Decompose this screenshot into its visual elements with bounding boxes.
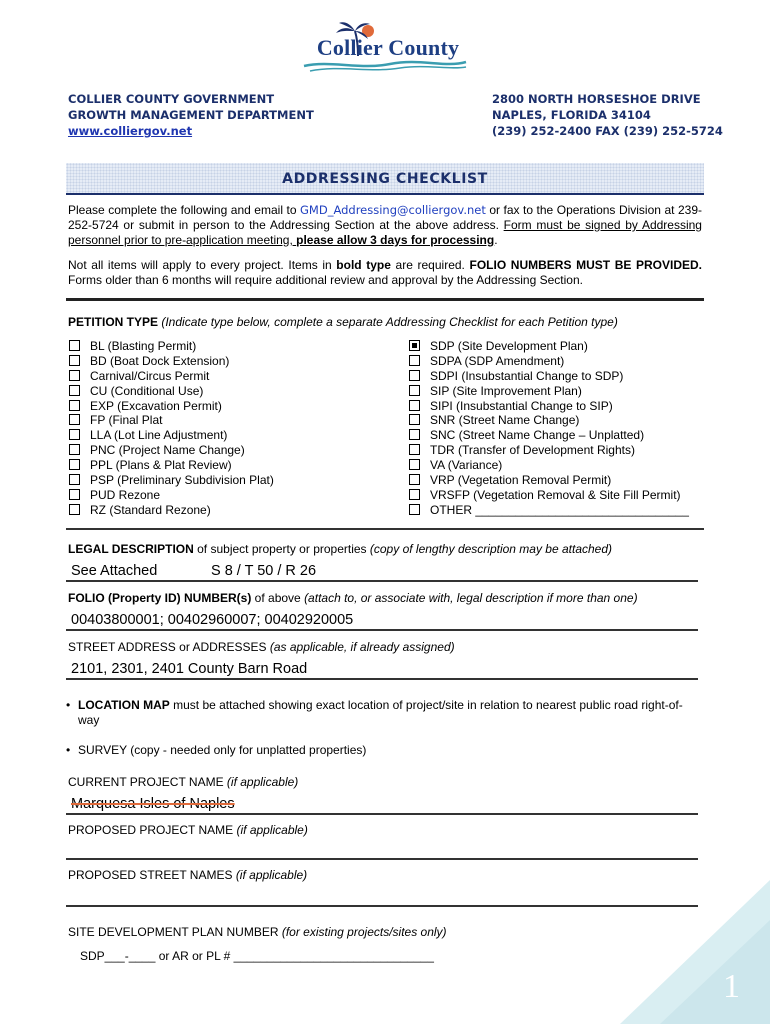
petition-option-label: SNR (Street Name Change) <box>430 413 580 428</box>
legal-description-text: of subject property or properties <box>193 542 370 556</box>
bold-type-note: bold type <box>336 258 391 272</box>
petition-checkbox[interactable] <box>409 429 420 440</box>
street-address-heading <box>68 640 708 655</box>
petition-checkbox[interactable] <box>69 340 80 351</box>
petition-option[interactable] <box>69 413 389 428</box>
petition-option-label: OTHER ________________________________ <box>430 502 689 517</box>
petition-option[interactable] <box>409 473 709 488</box>
petition-checkbox[interactable] <box>409 459 420 470</box>
requirements-paragraph <box>68 258 702 288</box>
proposed-project-heading <box>68 823 708 838</box>
petition-option-label: BD (Boat Dock Extension) <box>90 353 230 368</box>
intro-text: . <box>494 233 498 247</box>
legal-description-value[interactable]: See Attached <box>71 563 158 579</box>
petition-checkbox[interactable] <box>409 504 420 515</box>
petition-type-heading <box>68 315 708 330</box>
address-block <box>492 91 723 139</box>
divider <box>66 298 704 301</box>
folio-value[interactable]: 00403800001; 00402960007; 00402920005 <box>71 612 354 628</box>
petition-option[interactable] <box>409 488 709 503</box>
petition-option-label: EXP (Excavation Permit) <box>90 398 222 413</box>
location-map-text: must be attached showing exact location of project/site in relation to nearest public road right-of-way <box>78 698 683 727</box>
petition-checkbox[interactable] <box>69 400 80 411</box>
legal-description-label: LEGAL DESCRIPTION <box>68 542 194 556</box>
street-address-line <box>66 678 698 680</box>
petition-option[interactable] <box>69 339 389 354</box>
petition-option[interactable] <box>69 458 389 473</box>
location-map-item <box>78 698 698 728</box>
sdp-number-note: (for existing projects/sites only) <box>281 925 447 939</box>
proposed-street-line[interactable] <box>66 905 698 907</box>
petition-checkbox[interactable] <box>69 474 80 485</box>
petition-option-label: PPL (Plans & Plat Review) <box>90 458 232 473</box>
petition-checkbox[interactable] <box>69 414 80 425</box>
petition-option-label: CU (Conditional Use) <box>90 383 204 398</box>
petition-list-left <box>69 339 389 518</box>
folio-heading <box>68 591 708 606</box>
petition-option[interactable] <box>409 443 709 458</box>
petition-option-label: SIP (Site Improvement Plan) <box>430 383 582 398</box>
survey-text: SURVEY (copy - needed only for unplatted properties) <box>78 743 367 757</box>
page-number: 1 <box>723 968 740 1005</box>
petition-option[interactable] <box>69 428 389 443</box>
petition-type-note: (Indicate type below, complete a separate Addressing Checklist for each Petition type) <box>158 315 618 329</box>
street-address-note: (as applicable, if already assigned) <box>269 640 455 654</box>
petition-option[interactable] <box>69 399 389 414</box>
petition-type-label: PETITION TYPE <box>68 315 159 329</box>
sdp-number-prompt: SDP___-____ or AR or PL # <box>80 949 234 963</box>
petition-option-label: Carnival/Circus Permit <box>90 368 210 383</box>
petition-option[interactable] <box>409 458 709 473</box>
petition-option-label: BL (Blasting Permit) <box>90 339 197 353</box>
legal-description-heading <box>68 542 708 557</box>
petition-checkbox[interactable] <box>69 444 80 455</box>
phone-fax: (239) 252-2400 FAX (239) 252-5724 <box>492 124 723 138</box>
petition-list-right <box>409 339 709 518</box>
legal-description-line <box>66 580 698 582</box>
page-title: ADDRESSING CHECKLIST <box>282 171 488 187</box>
petition-option-label: SIPI (Insubstantial Change to SIP) <box>430 398 613 413</box>
pl-number-blank[interactable]: ______________________________ <box>233 949 434 963</box>
collier-county-logo <box>300 18 470 74</box>
department-block <box>68 91 314 139</box>
current-project-line <box>66 813 698 815</box>
current-project-label: CURRENT PROJECT NAME <box>68 775 227 789</box>
petition-checkbox[interactable] <box>409 355 420 366</box>
petition-checkbox[interactable] <box>69 370 80 381</box>
petition-option-label: VRSFP (Vegetation Removal & Site Fill Permit) <box>430 487 681 502</box>
petition-option-label: SNC (Street Name Change – Unplatted) <box>430 428 645 443</box>
processing-notice: please allow 3 days for processing <box>296 233 495 247</box>
divider <box>66 528 704 530</box>
folio-note: (attach to, or associate with, legal description if more than one) <box>304 591 638 605</box>
petition-checkbox[interactable] <box>69 385 80 396</box>
petition-option-label: PUD Rezone <box>90 487 161 502</box>
petition-option[interactable] <box>69 369 389 384</box>
location-map-label: LOCATION MAP <box>78 698 170 712</box>
petition-option-label: SDPA (SDP Amendment) <box>430 353 565 368</box>
sdp-number-heading <box>68 925 708 940</box>
current-project-value[interactable]: Marquesa Isles of Naples <box>71 796 235 812</box>
proposed-project-note: (if applicable) <box>236 823 308 837</box>
government-name: COLLIER COUNTY GOVERNMENT <box>68 92 275 106</box>
title-bar <box>66 163 704 195</box>
petition-option[interactable] <box>409 413 709 428</box>
street-address-label: STREET ADDRESS or ADDRESSES <box>68 640 270 654</box>
petition-option[interactable] <box>409 354 709 369</box>
petition-checkbox[interactable] <box>69 489 80 500</box>
department-name: GROWTH MANAGEMENT DEPARTMENT <box>68 108 314 122</box>
requirements-text: Not all items will apply to every project. Items in <box>68 258 337 272</box>
petition-option[interactable] <box>69 443 389 458</box>
petition-option-label: VA (Variance) <box>430 458 503 473</box>
legal-description-note: (copy of lengthy description may be attached) <box>369 542 613 556</box>
petition-option-label: TDR (Transfer of Development Rights) <box>430 443 635 458</box>
sdp-number-label: SITE DEVELOPMENT PLAN NUMBER <box>68 925 282 939</box>
petition-option-label: VRP (Vegetation Removal Permit) <box>430 473 612 488</box>
website-link[interactable]: www.colliergov.net <box>68 124 193 138</box>
petition-checkbox[interactable] <box>409 370 420 381</box>
petition-option-label: PNC (Project Name Change) <box>90 443 245 458</box>
city-state-zip: NAPLES, FLORIDA 34104 <box>492 108 651 122</box>
petition-option-label: LLA (Lot Line Adjustment) <box>90 428 228 443</box>
proposed-project-label: PROPOSED PROJECT NAME <box>68 823 237 837</box>
petition-checkbox[interactable] <box>409 385 420 396</box>
petition-checkbox[interactable] <box>69 504 80 515</box>
petition-option[interactable] <box>409 399 709 414</box>
petition-option[interactable] <box>409 384 709 399</box>
petition-option[interactable] <box>409 339 709 354</box>
petition-checkbox[interactable] <box>409 400 420 411</box>
petition-option[interactable] <box>69 354 389 369</box>
petition-checkbox[interactable] <box>69 355 80 366</box>
petition-option[interactable] <box>409 369 709 384</box>
petition-option[interactable] <box>69 503 389 518</box>
requirements-text: are required. <box>390 258 470 272</box>
petition-checkbox[interactable] <box>69 429 80 440</box>
petition-option[interactable] <box>69 473 389 488</box>
proposed-street-heading <box>68 868 708 883</box>
logo-text: Collier County <box>316 35 460 60</box>
folio-requirement: FOLIO NUMBERS MUST BE PROVIDED. <box>469 258 702 272</box>
current-project-note: (if applicable) <box>226 775 299 789</box>
survey-item <box>78 743 698 758</box>
intro-text: Please complete the following and email to <box>68 203 300 217</box>
sdp-number-line[interactable] <box>80 949 680 964</box>
intro-text: or fax to the Operations Division at 239-252-5724 or submit in person to the Addressing Section at the above address. <box>68 203 702 232</box>
intro-paragraph <box>68 203 702 248</box>
petition-checkbox[interactable] <box>409 489 420 500</box>
petition-option-label: PSP (Preliminary Subdivision Plat) <box>90 473 274 488</box>
requirements-text: Forms older than 6 months will require additional review and approval by the Addressing Section. <box>68 273 583 287</box>
proposed-street-note: (if applicable) <box>235 868 308 882</box>
petition-option-label: RZ (Standard Rezone) <box>90 502 211 517</box>
signature-requirement: Form must be signed by Addressing personnel prior to pre-application meeting, <box>68 218 702 247</box>
proposed-project-line[interactable] <box>66 858 698 860</box>
petition-checkbox[interactable] <box>409 414 420 425</box>
petition-checkbox[interactable] <box>409 474 420 485</box>
section-township-range[interactable]: S 8 / T 50 / R 26 <box>211 563 317 579</box>
petition-option[interactable] <box>69 384 389 399</box>
petition-option[interactable] <box>409 503 709 518</box>
petition-option[interactable] <box>409 428 709 443</box>
petition-option-label: FP (Final Plat <box>90 413 163 428</box>
petition-checkbox[interactable] <box>69 459 80 470</box>
petition-option-label: SDP (Site Development Plan) <box>430 339 588 353</box>
street-address: 2800 NORTH HORSESHOE DRIVE <box>492 92 701 106</box>
petition-option[interactable] <box>69 488 389 503</box>
proposed-street-label: PROPOSED STREET NAMES <box>68 868 236 882</box>
petition-checkbox[interactable] <box>409 444 420 455</box>
folio-text: of above <box>251 591 305 605</box>
petition-checkbox[interactable] <box>409 340 420 351</box>
current-project-heading <box>68 775 708 790</box>
petition-option-label: SDPI (Insubstantial Change to SDP) <box>430 368 624 383</box>
corner-decoration <box>620 880 770 1024</box>
folio-label: FOLIO (Property ID) NUMBER(s) <box>68 591 252 605</box>
street-address-value[interactable]: 2101, 2301, 2401 County Barn Road <box>71 661 308 677</box>
email-link[interactable]: GMD_Addressing@colliergov.net <box>300 203 486 217</box>
folio-line <box>66 629 698 631</box>
